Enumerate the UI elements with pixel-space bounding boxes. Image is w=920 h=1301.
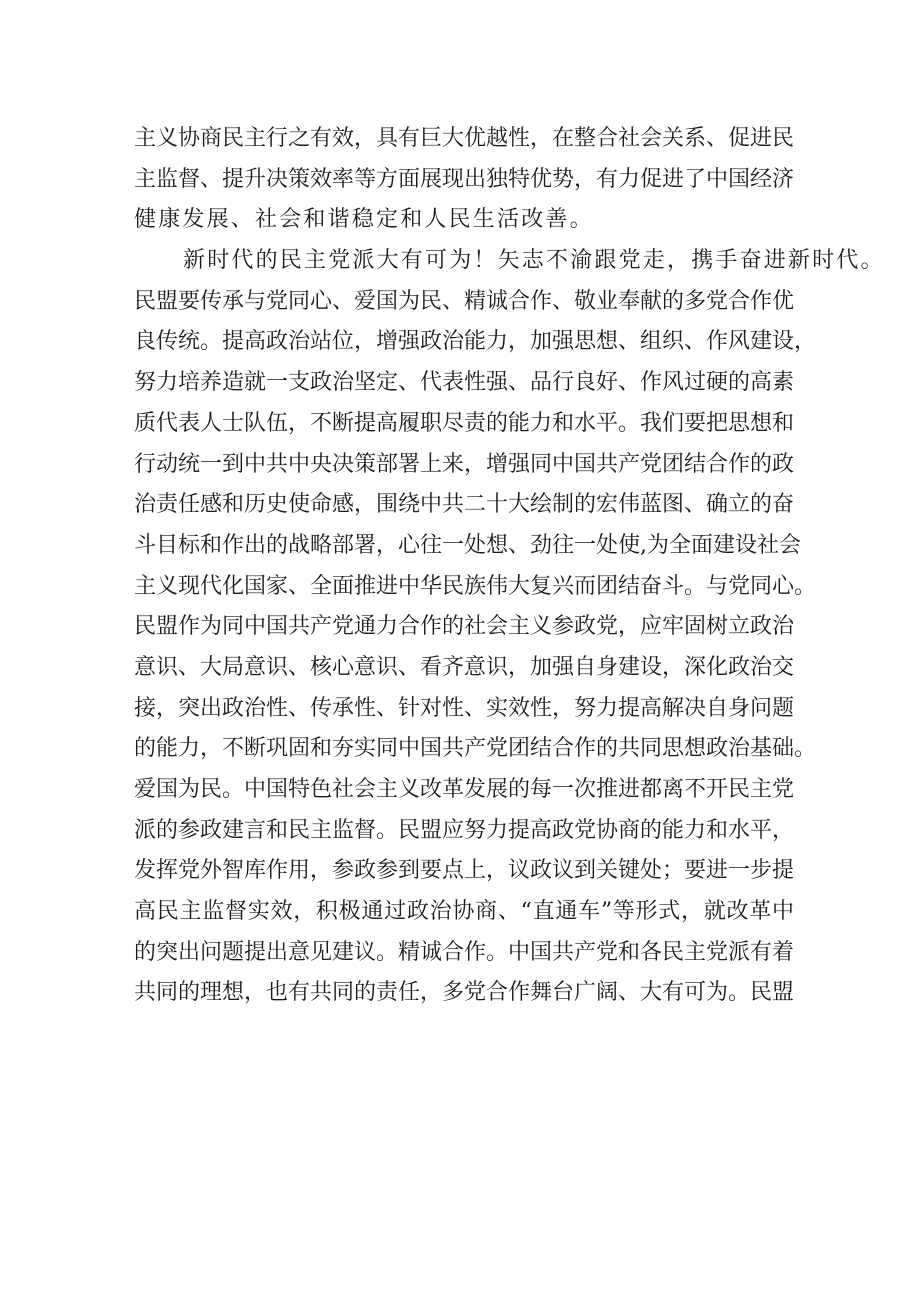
document-body [134,119,885,1014]
text-line-14: 意识、大局意识、核心意识、看齐意识，加强自身建设，深化政治交 [134,654,795,680]
text-line-11: 斗目标和作出的战略部署，心往一处想、劲往一处使,为全面建设社会 [134,532,801,558]
text-line-17: 爱国为民。中国特色社会主义改革发展的每一次推进都离不开民主党 [134,777,795,802]
text-line-5: 民盟要传承与党同心、爱国为民、精诚合作、敬业奉献的多党合作优 [134,288,795,314]
text-line-12: 主义现代化国家、全面推进中华民族伟大复兴而团结奋斗。与党同心。 [134,573,817,599]
text-line-2: 主监督、提升决策效率等方面展现出独特优势，有力促进了中国经济 [134,166,795,192]
text-line-16: 的能力，不断巩固和夯实同中国共产党团结合作的共同思想政治基础。 [134,736,817,762]
text-line-21: 的突出问题提出意见建议。精诚合作。中国共产党和各民主党派有着 [134,939,795,965]
text-line-19: 发挥党外智库作用，参政参到要点上，议政议到关键处；要进一步提 [134,858,795,884]
text-line-22: 共同的理想，也有共同的责任，多党合作舞台广阔、大有可为。民盟 [134,980,795,1006]
text-line-9: 行动统一到中共中央决策部署上来，增强同中国共产党团结合作的政 [134,451,795,477]
text-line-15: 接，突出政治性、传承性、针对性、实效性，努力提高解决自身问题 [134,695,795,721]
text-line-10: 治责任感和历史使命感，围绕中共二十大绘制的宏伟蓝图、确立的奋 [134,492,795,518]
text-line-6: 良传统。提高政治站位，增强政治能力，加强思想、组织、作风建设， [134,329,817,355]
text-line-20: 高民主监督实效，积极通过政治协商、“直通车”等形式，就改革中 [134,899,794,925]
text-line-13: 民盟作为同中国共产党通力合作的社会主义参政党，应牢固树立政治 [134,614,795,640]
text-line-8: 质代表人士队伍，不断提高履职尽责的能力和水平。我们要把思想和 [134,410,795,436]
paragraph-start-line: 新时代的民主党派大有可为！矢志不渝跟党走，携手奋进新时代。 [183,248,885,274]
text-line-3: 健康发展、社会和谐稳定和人民生活改善。 [134,207,594,233]
text-line-1: 主义协商民主行之有效，具有巨大优越性，在整合社会关系、促进民 [134,126,795,151]
text-line-18: 派的参政建言和民主监督。民盟应努力提高政党协商的能力和水平， [134,817,795,843]
text-line-7: 努力培养造就一支政治坚定、代表性强、品行良好、作风过硬的高素 [134,370,795,396]
